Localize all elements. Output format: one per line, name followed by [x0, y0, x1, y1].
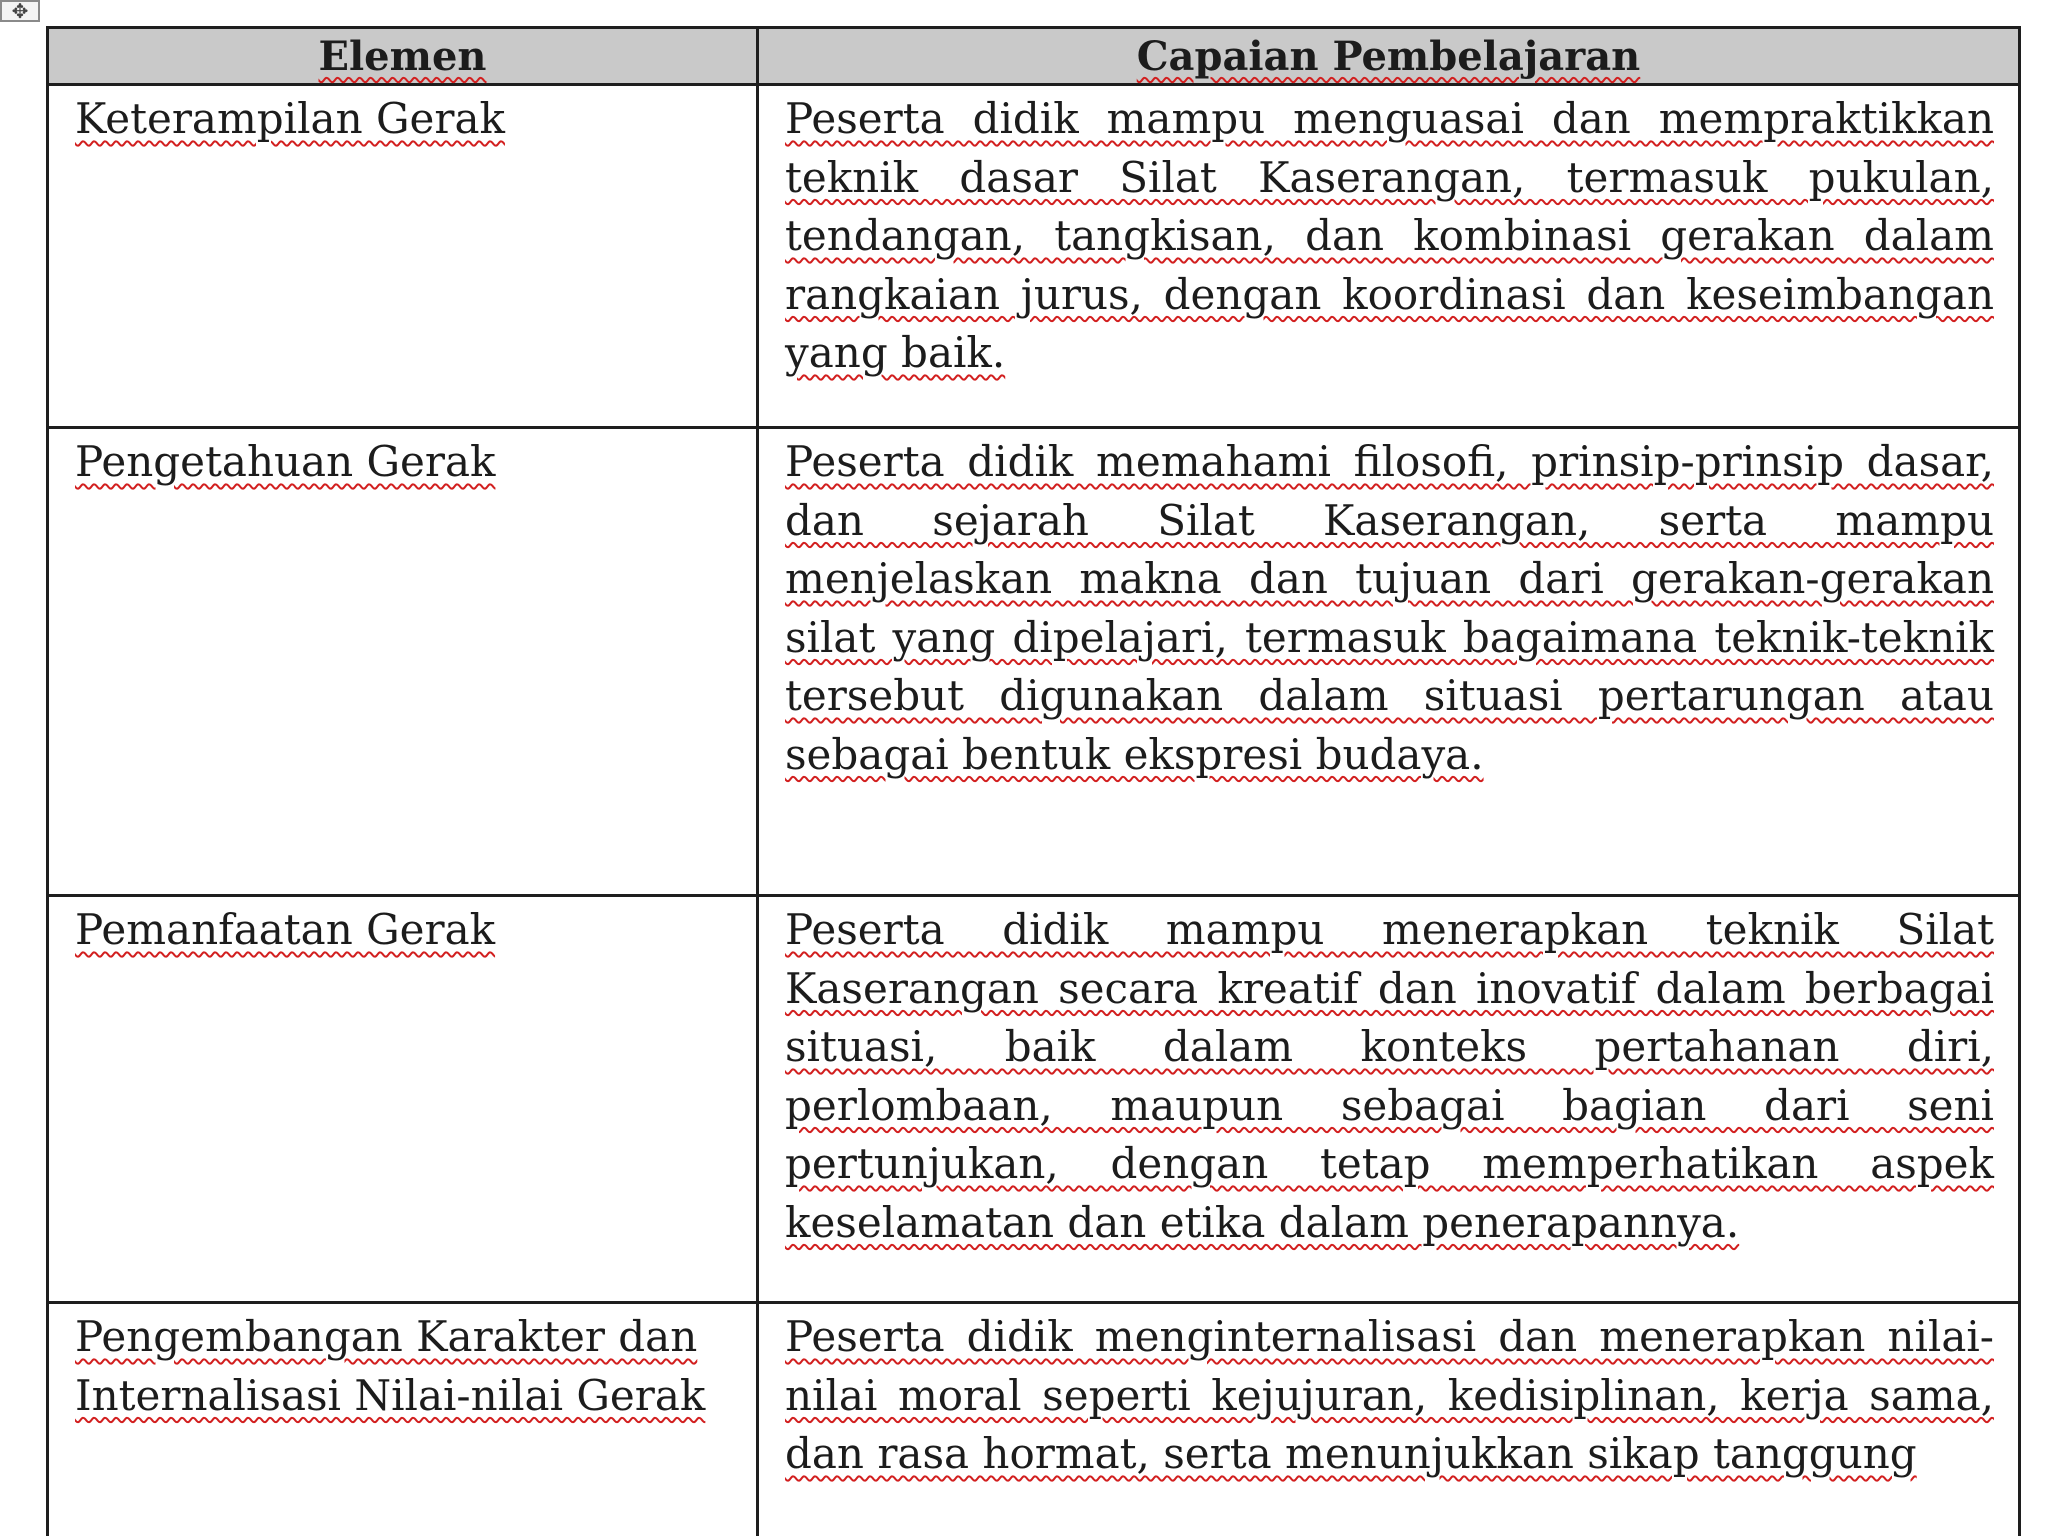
element-cell[interactable] — [48, 896, 758, 1303]
element-text: Pengetahuan Gerak — [75, 437, 496, 486]
outcome-cell[interactable] — [758, 896, 2020, 1303]
header-element-cell[interactable] — [48, 28, 758, 85]
outcome-text: Peserta didik mampu menerapkan teknik Silat Kaserangan secara kreatif dan inovatif dalam berbagai situasi, baik dalam konteks pertahanan diri, perlombaan, maupun sebagai bagian dari seni pertunjukan, dengan tetap memperhatikan aspek keselamatan dan etika dalam penerapannya. — [785, 905, 1994, 1247]
element-text: Pemanfaatan Gerak — [75, 905, 496, 954]
element-cell[interactable] — [48, 1303, 758, 1536]
table-row — [48, 896, 2020, 1303]
table-row — [48, 1303, 2020, 1536]
learning-outcomes-table — [46, 26, 2021, 1536]
outcome-cell[interactable] — [758, 1303, 2020, 1536]
element-cell[interactable] — [48, 428, 758, 896]
table-move-handle-icon[interactable]: ✥ — [0, 0, 40, 22]
header-element: Elemen — [318, 32, 487, 80]
table-header-row — [48, 28, 2020, 85]
element-cell[interactable] — [48, 85, 758, 428]
element-text: Keterampilan Gerak — [75, 94, 505, 143]
table-row — [48, 428, 2020, 896]
outcome-text: Peserta didik menginternalisasi dan menerapkan nilai-nilai moral seperti kejujuran, kedisiplinan, kerja sama, dan rasa hormat, serta menunjukkan sikap tanggung — [785, 1312, 1994, 1478]
outcome-text: Peserta didik mampu menguasai dan mempraktikkan teknik dasar Silat Kaserangan, termasuk pukulan, tendangan, tangkisan, dan kombinasi gerakan dalam rangkaian jurus, dengan koordinasi dan keseimbangan yang baik. — [785, 94, 1994, 377]
outcome-text: Peserta didik memahami filosofi, prinsip-prinsip dasar, dan sejarah Silat Kaserangan, serta mampu menjelaskan makna dan tujuan dari gerakan-gerakan silat yang dipelajari, termasuk bagaimana teknik-teknik tersebut digunakan dalam situasi pertarungan atau sebagai bentuk ekspresi budaya. — [785, 437, 1994, 779]
element-text: Pengembangan Karakter dan Internalisasi Nilai-nilai Gerak — [75, 1312, 706, 1420]
table-row — [48, 85, 2020, 428]
outcome-cell[interactable] — [758, 428, 2020, 896]
header-outcome: Capaian Pembelajaran — [1136, 32, 1641, 80]
header-outcome-cell[interactable] — [758, 28, 2020, 85]
outcome-cell[interactable] — [758, 85, 2020, 428]
